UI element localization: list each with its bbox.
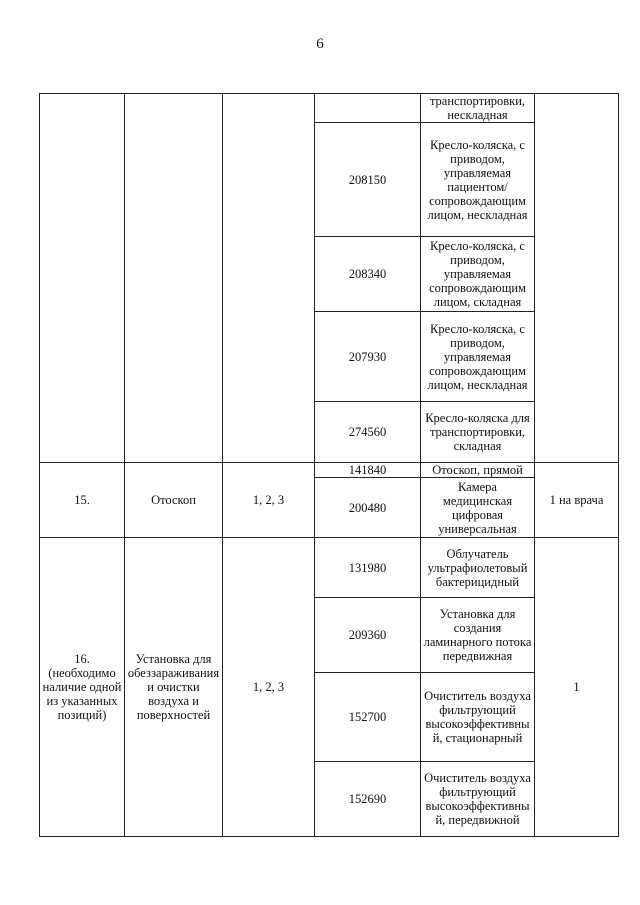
class-cell: 1, 2, 3 [223, 463, 315, 538]
name-cell: Очиститель воздуха фильтрующий высокоэффективный, стационарный [421, 673, 535, 762]
number-cell: 16. (необходимо наличие одной из указанных позиций) [40, 538, 125, 837]
class-cell: 1, 2, 3 [223, 538, 315, 837]
name-cell: Камера медицинская цифровая универсальная [421, 478, 535, 538]
page-number: 6 [316, 36, 324, 52]
quantity-cell [535, 94, 619, 463]
name-cell: Кресло-коляска, с приводом, управляемая сопровождающим лицом, нескладная [421, 312, 535, 402]
number-cell [40, 94, 125, 463]
code-cell: 152700 [315, 673, 421, 762]
device-cell [125, 94, 223, 463]
name-cell: Кресло-коляска, с приводом, управляемая сопровождающим лицом, складная [421, 237, 535, 312]
name-cell: Отоскоп, прямой [421, 463, 535, 478]
code-cell: 152690 [315, 762, 421, 837]
table-row [40, 94, 619, 123]
device-cell: Отоскоп [125, 463, 223, 538]
name-cell: транспортировки, нескладная [421, 94, 535, 123]
code-cell: 208150 [315, 123, 421, 237]
name-cell: Кресло-коляска, с приводом, управляемая пациентом/ сопровождающим лицом, нескладная [421, 123, 535, 237]
table-row [40, 538, 619, 598]
class-cell [223, 94, 315, 463]
code-cell: 141840 [315, 463, 421, 478]
code-cell: 131980 [315, 538, 421, 598]
code-cell: 208340 [315, 237, 421, 312]
quantity-cell: 1 [535, 538, 619, 837]
code-cell: 274560 [315, 402, 421, 463]
name-cell: Облучатель ультрафиолетовый бактерицидный [421, 538, 535, 598]
number-cell: 15. [40, 463, 125, 538]
quantity-cell: 1 на врача [535, 463, 619, 538]
equipment-table [39, 93, 619, 837]
code-cell: 209360 [315, 598, 421, 673]
code-cell [315, 94, 421, 123]
name-cell: Кресло-коляска для транспортировки, складная [421, 402, 535, 463]
code-cell: 200480 [315, 478, 421, 538]
code-cell: 207930 [315, 312, 421, 402]
device-cell: Установка для обеззараживания и очистки воздуха и поверхностей [125, 538, 223, 837]
table-row [40, 463, 619, 478]
name-cell: Установка для создания ламинарного потока передвижная [421, 598, 535, 673]
name-cell: Очиститель воздуха фильтрующий высокоэффективный, передвижной [421, 762, 535, 837]
